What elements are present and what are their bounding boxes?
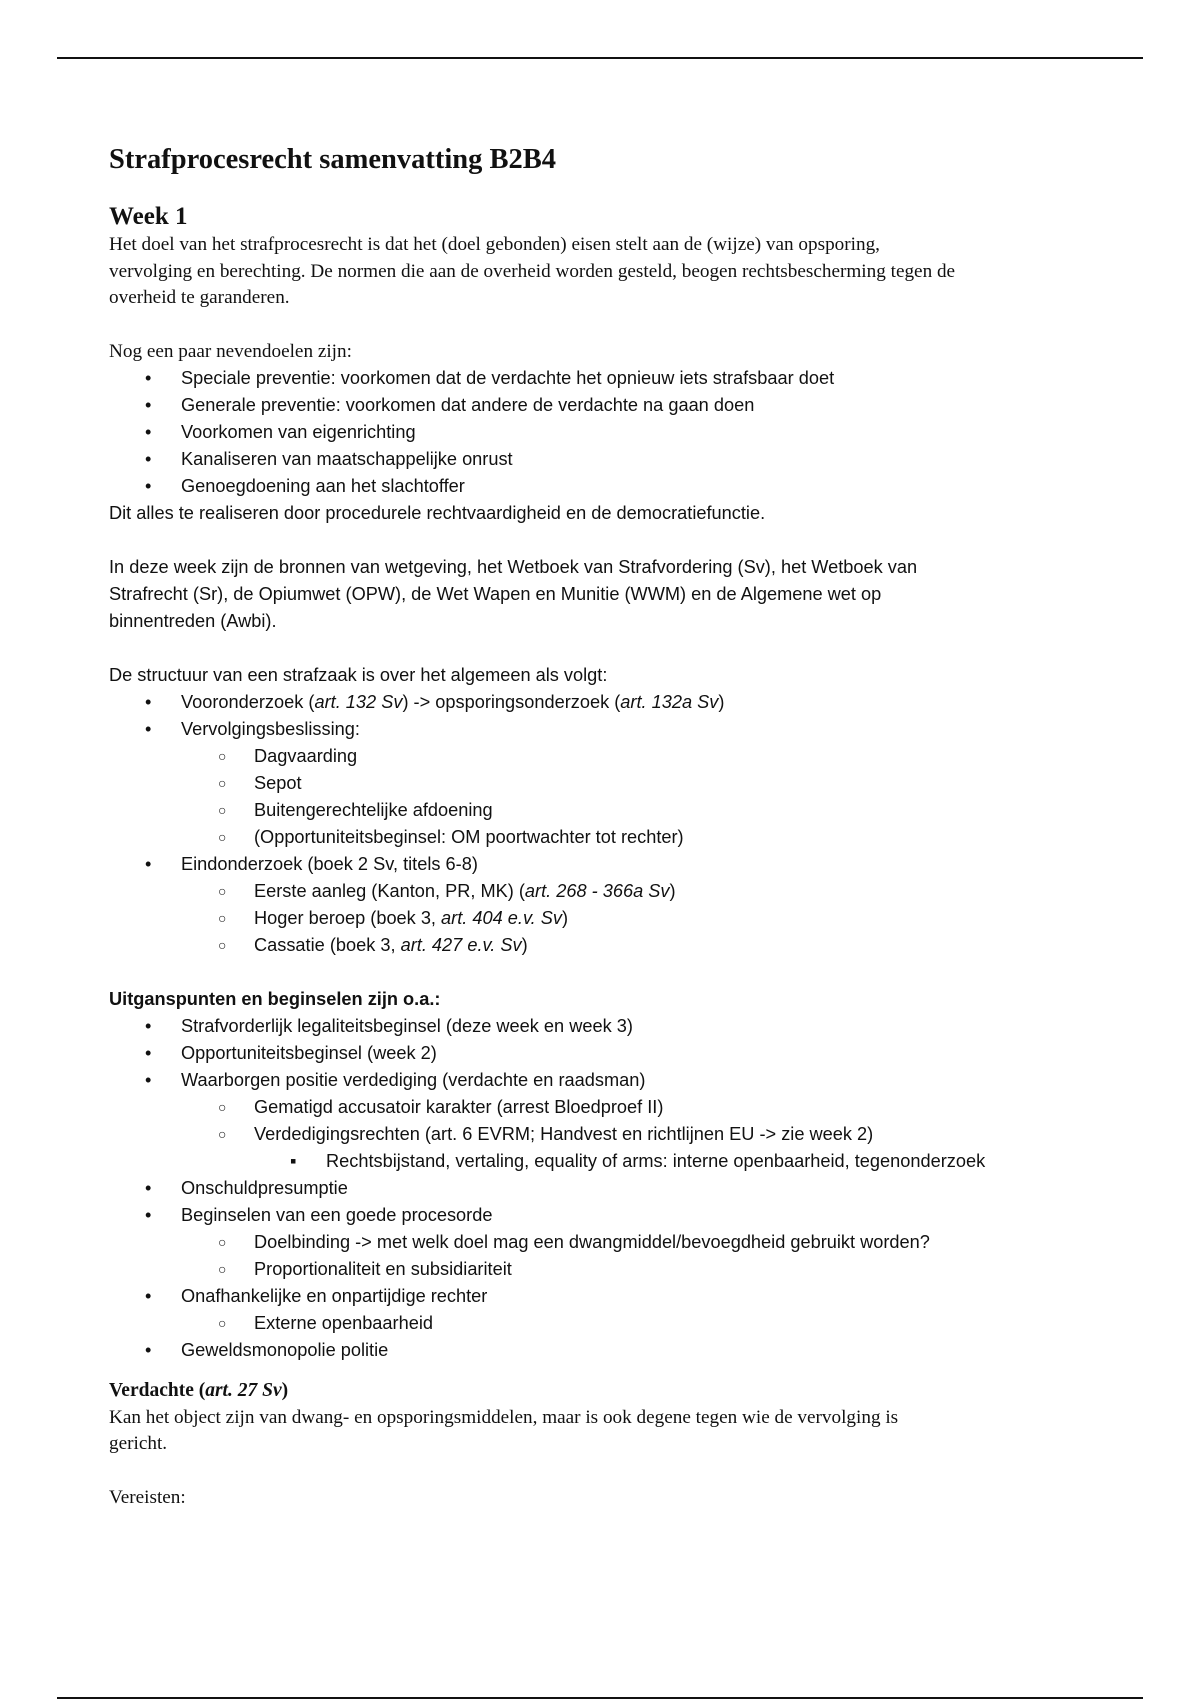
verdachte-heading: Verdachte (art. 27 Sv) [109, 1380, 289, 1401]
sub-list-item: ○ Externe openbaarheid [109, 1310, 1109, 1337]
bullet-icon: • [145, 1043, 152, 1063]
list-item: • Eindonderzoek (boek 2 Sv, titels 6-8) [109, 851, 1109, 878]
bullet-icon: • [145, 1286, 152, 1306]
bottom-rule [57, 1697, 1143, 1699]
article-reference: art. 404 e.v. Sv [441, 908, 563, 928]
bullet-icon: • [145, 1178, 152, 1198]
top-rule [57, 57, 1143, 59]
article-reference: art. 427 e.v. Sv [400, 935, 522, 955]
sub-list-item: ○ Doelbinding -> met welk doel mag een dwangmiddel/bevoegdheid gebruikt worden? [109, 1229, 1109, 1256]
bullet-icon: • [145, 719, 152, 739]
list-item: • Onschuldpresumptie [109, 1175, 1109, 1202]
intro-line: overheid te garanderen. [109, 287, 290, 308]
verdachte-line: gericht. [109, 1433, 168, 1454]
bullet-icon: • [145, 1016, 152, 1036]
intro-line: vervolging en berechting. De normen die aan de overheid worden gesteld, beogen rechtsbescherming tegen de [109, 260, 956, 282]
square-bullet-icon: ▪ [290, 1151, 297, 1171]
bullet-icon: • [145, 422, 152, 442]
bullet-icon: • [145, 1340, 152, 1360]
circle-bullet-icon: ○ [218, 1099, 227, 1115]
nevendoelen-closing: Dit alles te realiseren door procedurele rechtvaardigheid en de democratiefunctie. [109, 503, 766, 523]
article-reference: art. 132a Sv [620, 692, 719, 712]
list-item: • Beginselen van een goede procesorde [109, 1202, 1109, 1229]
article-reference: art. 27 Sv [205, 1380, 282, 1401]
bullet-icon: • [145, 476, 152, 496]
vereisten-label: Vereisten: [109, 1486, 186, 1508]
circle-bullet-icon: ○ [218, 775, 227, 791]
document-page [109, 140, 1109, 1511]
list-item: • Strafvorderlijk legaliteitsbeginsel (deze week en week 3) [109, 1013, 1109, 1040]
structuur-intro: De structuur van een strafzaak is over het algemeen als volgt: [109, 665, 608, 685]
bullet-icon: • [145, 692, 152, 712]
bronnen-line: In deze week zijn de bronnen van wetgeving, het Wetboek van Strafvordering (Sv), het Wetboek van [109, 557, 918, 577]
circle-bullet-icon: ○ [218, 748, 227, 764]
list-item: • Vervolgingsbeslissing: [109, 716, 1109, 743]
sub-list-item: ○ Buitengerechtelijke afdoening [109, 797, 1109, 824]
sub-sub-list-item: ▪ Rechtsbijstand, vertaling, equality of arms: interne openbaarheid, tegenonderzoek [109, 1148, 1109, 1175]
list-item: • Speciale preventie: voorkomen dat de verdachte het opnieuw iets strafsbaar doet [109, 365, 1109, 392]
list-item: • Voorkomen van eigenrichting [109, 419, 1109, 446]
list-item: • Waarborgen positie verdediging (verdachte en raadsman) [109, 1067, 1109, 1094]
article-reference: art. 132 Sv [314, 692, 403, 712]
sub-list-item: ○ Verdedigingsrechten (art. 6 EVRM; Handvest en richtlijnen EU -> zie week 2) [109, 1121, 1109, 1148]
bronnen-paragraph [109, 554, 1109, 635]
nevendoelen-list [109, 365, 1109, 500]
bullet-icon: • [145, 395, 152, 415]
nevendoelen-intro: Nog een paar nevendoelen zijn: [109, 340, 352, 362]
uitgangspunten-list [109, 1013, 1109, 1364]
circle-bullet-icon: ○ [218, 1315, 227, 1331]
intro-line: Het doel van het strafprocesrecht is dat het (doel gebonden) eisen stelt aan de (wijze) van opsporing, [109, 234, 880, 255]
bullet-icon: • [145, 854, 152, 874]
structuur-list [109, 689, 1109, 959]
bronnen-line: Strafrecht (Sr), de Opiumwet (OPW), de Wet Wapen en Munitie (WWM) en de Algemene wet op [109, 584, 882, 604]
week-heading: Week 1 [109, 203, 188, 230]
circle-bullet-icon: ○ [218, 1261, 227, 1277]
circle-bullet-icon: ○ [218, 937, 227, 953]
intro-paragraph [109, 232, 1109, 312]
sub-list-item: ○ (Opportuniteitsbeginsel: OM poortwachter tot rechter) [109, 824, 1109, 851]
sub-list-item: ○ Proportionaliteit en subsidiariteit [109, 1256, 1109, 1283]
bullet-icon: • [145, 1205, 152, 1225]
article-reference: art. 268 - 366a Sv [524, 881, 670, 901]
circle-bullet-icon: ○ [218, 1234, 227, 1250]
sub-list-item: ○ Hoger beroep (boek 3, art. 404 e.v. Sv) [109, 905, 1109, 932]
sub-list-item: ○ Cassatie (boek 3, art. 427 e.v. Sv) [109, 932, 1109, 959]
bronnen-line: binnentreden (Awbi). [109, 611, 277, 631]
list-item: • Kanaliseren van maatschappelijke onrust [109, 446, 1109, 473]
bullet-icon: • [145, 449, 152, 469]
list-item: • Onafhankelijke en onpartijdige rechter [109, 1283, 1109, 1310]
bullet-icon: • [145, 1070, 152, 1090]
circle-bullet-icon: ○ [218, 829, 227, 845]
document-title: Strafprocesrecht samenvatting B2B4 [109, 144, 556, 175]
sub-list-item: ○ Sepot [109, 770, 1109, 797]
circle-bullet-icon: ○ [218, 802, 227, 818]
list-item: • Genoegdoening aan het slachtoffer [109, 473, 1109, 500]
circle-bullet-icon: ○ [218, 910, 227, 926]
circle-bullet-icon: ○ [218, 1126, 227, 1142]
list-item: • Vooronderzoek (art. 132 Sv) -> opsporingsonderzoek (art. 132a Sv) [109, 689, 1109, 716]
sub-list-item: ○ Gematigd accusatoir karakter (arrest Bloedproef II) [109, 1094, 1109, 1121]
sub-list-item: ○ Dagvaarding [109, 743, 1109, 770]
verdachte-line: Kan het object zijn van dwang- en opsporingsmiddelen, maar is ook degene tegen wie de vervolging is [109, 1406, 899, 1428]
list-item: • Generale preventie: voorkomen dat andere de verdachte na gaan doen [109, 392, 1109, 419]
bullet-icon: • [145, 368, 152, 388]
circle-bullet-icon: ○ [218, 883, 227, 899]
uitgangspunten-heading: Uitganspunten en beginselen zijn o.a.: [109, 989, 441, 1009]
sub-list-item: ○ Eerste aanleg (Kanton, PR, MK) (art. 268 - 366a Sv) [109, 878, 1109, 905]
list-item: • Opportuniteitsbeginsel (week 2) [109, 1040, 1109, 1067]
list-item: • Geweldsmonopolie politie [109, 1337, 1109, 1364]
